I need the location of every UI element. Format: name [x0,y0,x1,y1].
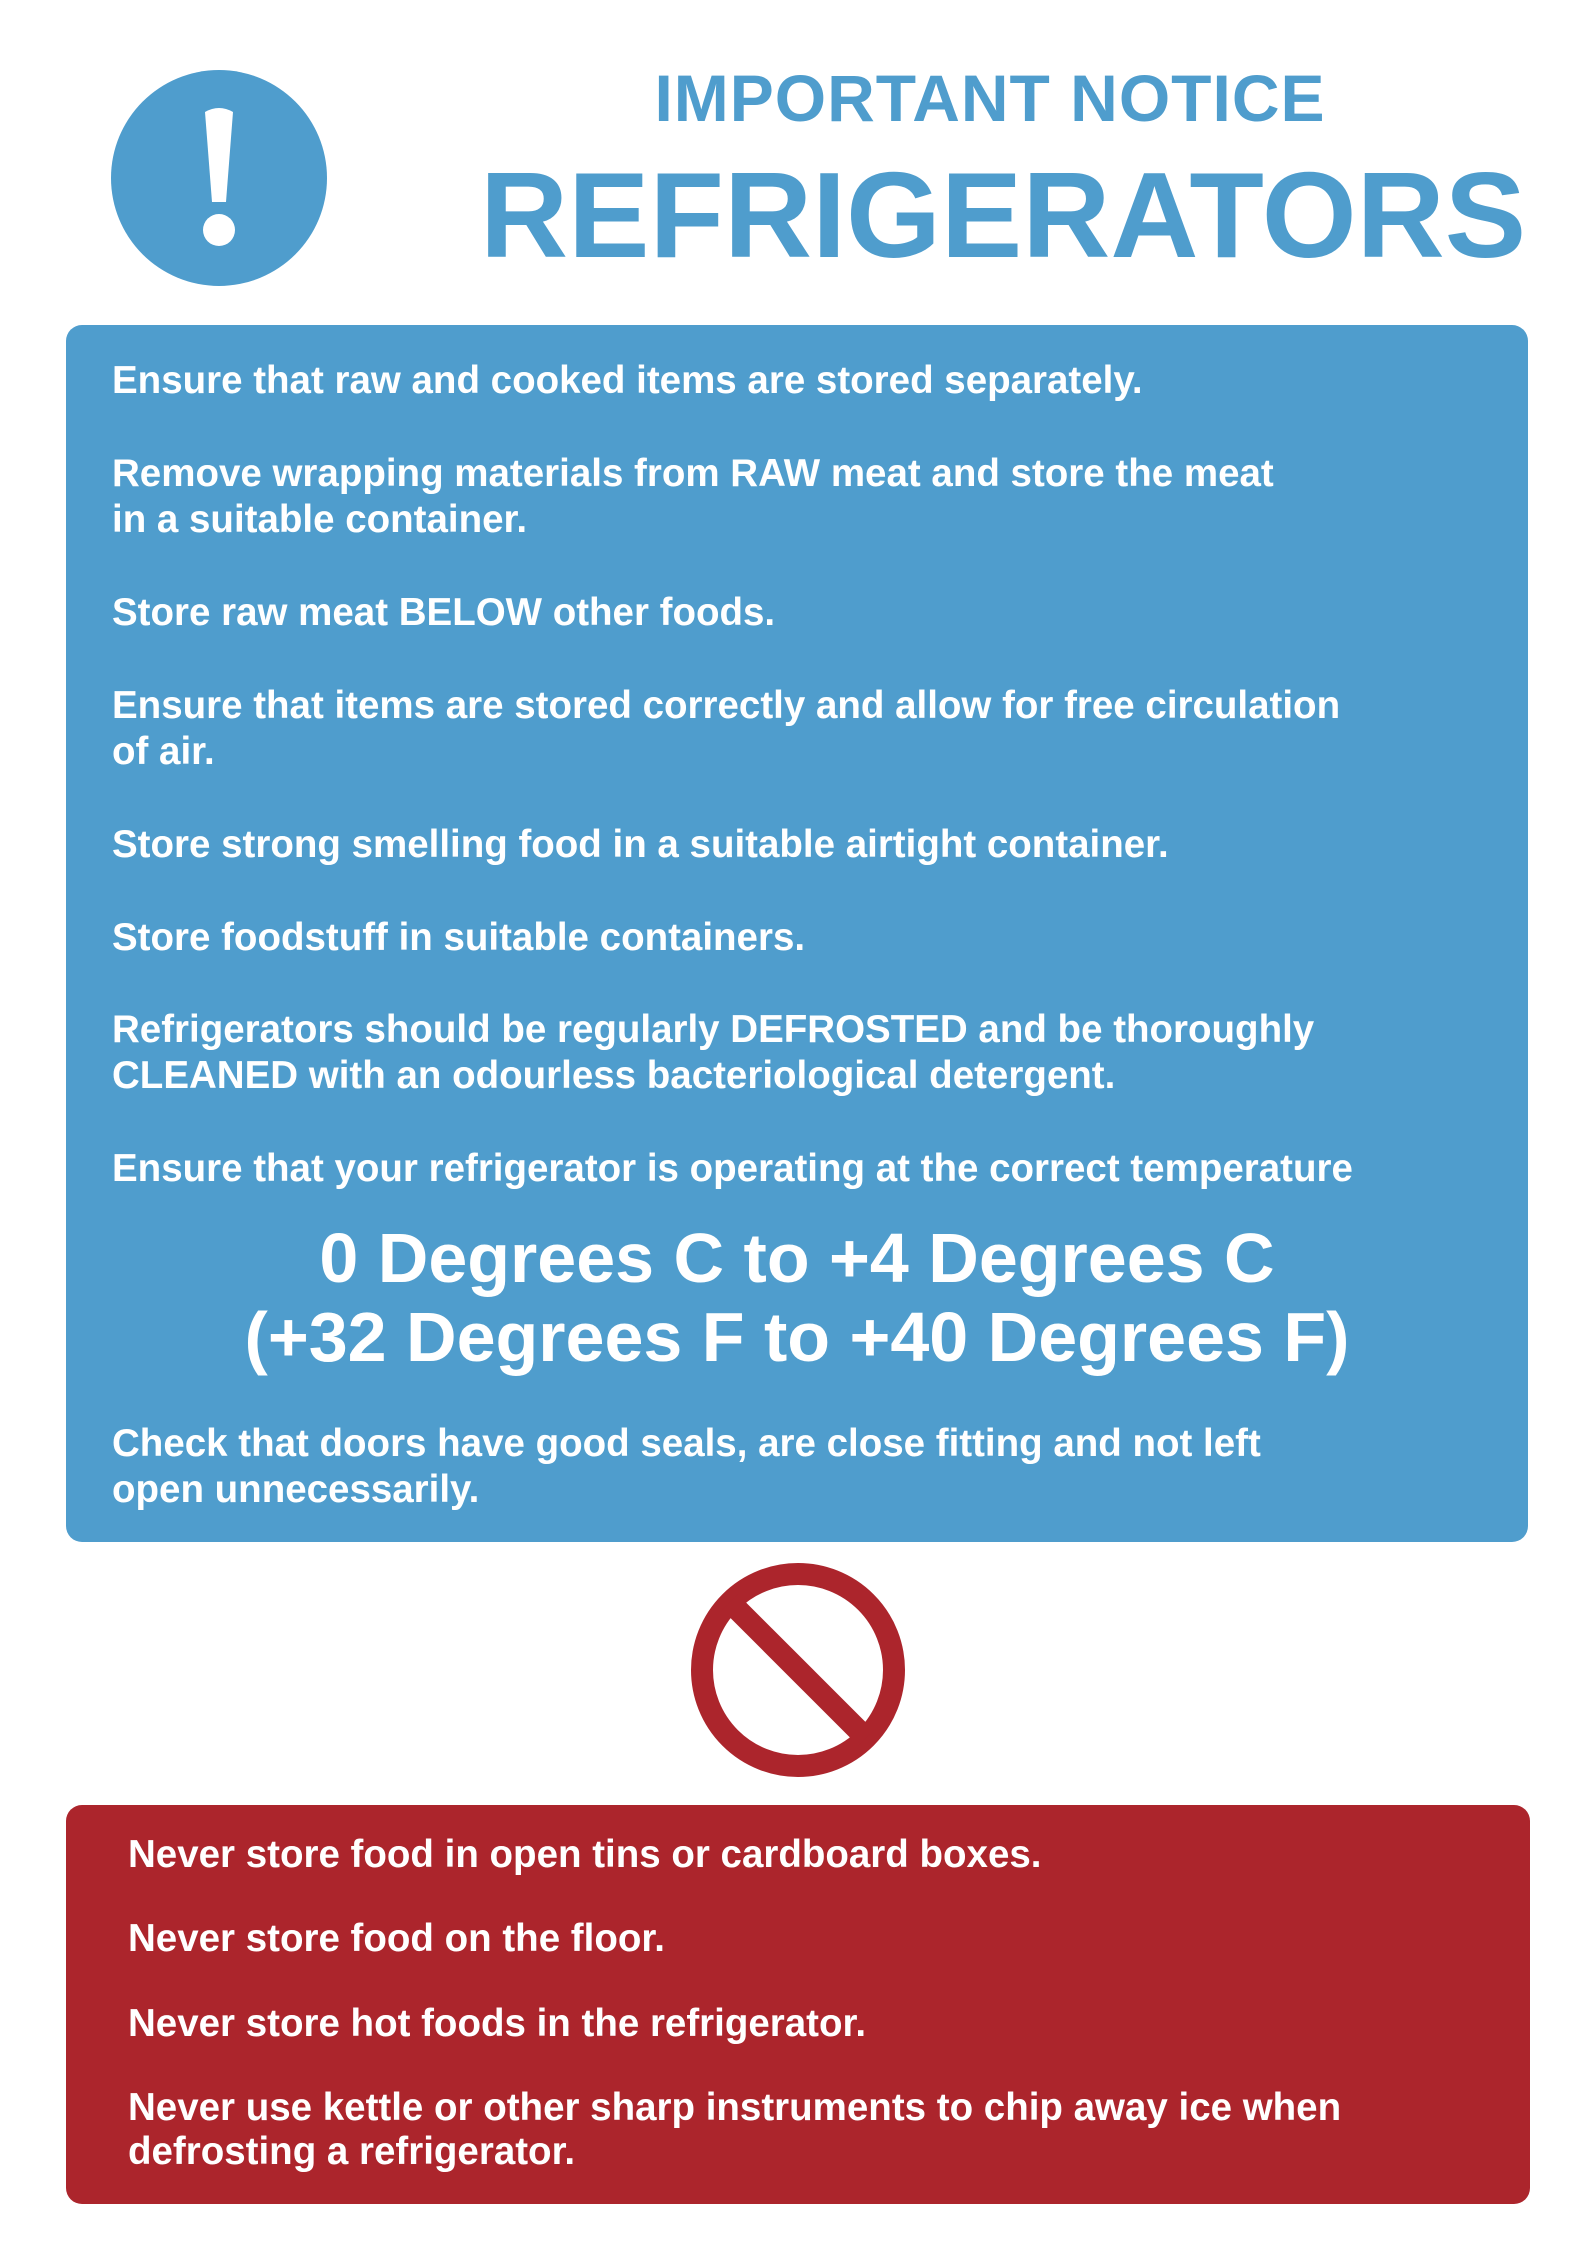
exclamation-circle-icon [111,70,327,286]
rule-item: Refrigerators should be regularly DEFROSTED and be thoroughly CLEANED with an odourless bacteriological detergent. [112,1008,1315,1097]
no-entry-icon [690,1562,906,1778]
temperature-celsius: 0 Degrees C to +4 Degrees C [319,1219,1275,1297]
storage-rules-panel [66,325,1528,1542]
rule-item: Store raw meat BELOW other foods. [112,591,776,634]
rule-item: Store foodstuff in suitable containers. [112,916,806,959]
prohibitions-panel [66,1805,1530,2204]
rule-item: Ensure that items are stored correctly and allow for free circulation of air. [112,684,1341,773]
notice-title: REFRIGERATORS [480,147,1527,283]
prohibition-item: Never use kettle or other sharp instruments to chip away ice when defrosting a refrigerator. [128,2086,1342,2173]
rule-item: Ensure that your refrigerator is operating at the correct temperature [112,1147,1353,1190]
rule-item: Ensure that raw and cooked items are stored separately. [112,359,1143,402]
door-rule: Check that doors have good seals, are close fitting and not left open unnecessarily. [112,1422,1261,1511]
prohibition-item: Never store food on the floor. [128,1917,665,1960]
prohibition-item: Never store hot foods in the refrigerator. [128,2002,867,2045]
temperature-fahrenheit: (+32 Degrees F to +40 Degrees F) [244,1298,1350,1376]
notice-pre-title: IMPORTANT NOTICE [654,61,1326,135]
prohibition-item: Never store food in open tins or cardboard boxes. [128,1833,1042,1876]
rule-item: Remove wrapping materials from RAW meat and store the meat in a suitable container. [112,452,1274,541]
rule-item: Store strong smelling food in a suitable airtight container. [112,823,1169,866]
